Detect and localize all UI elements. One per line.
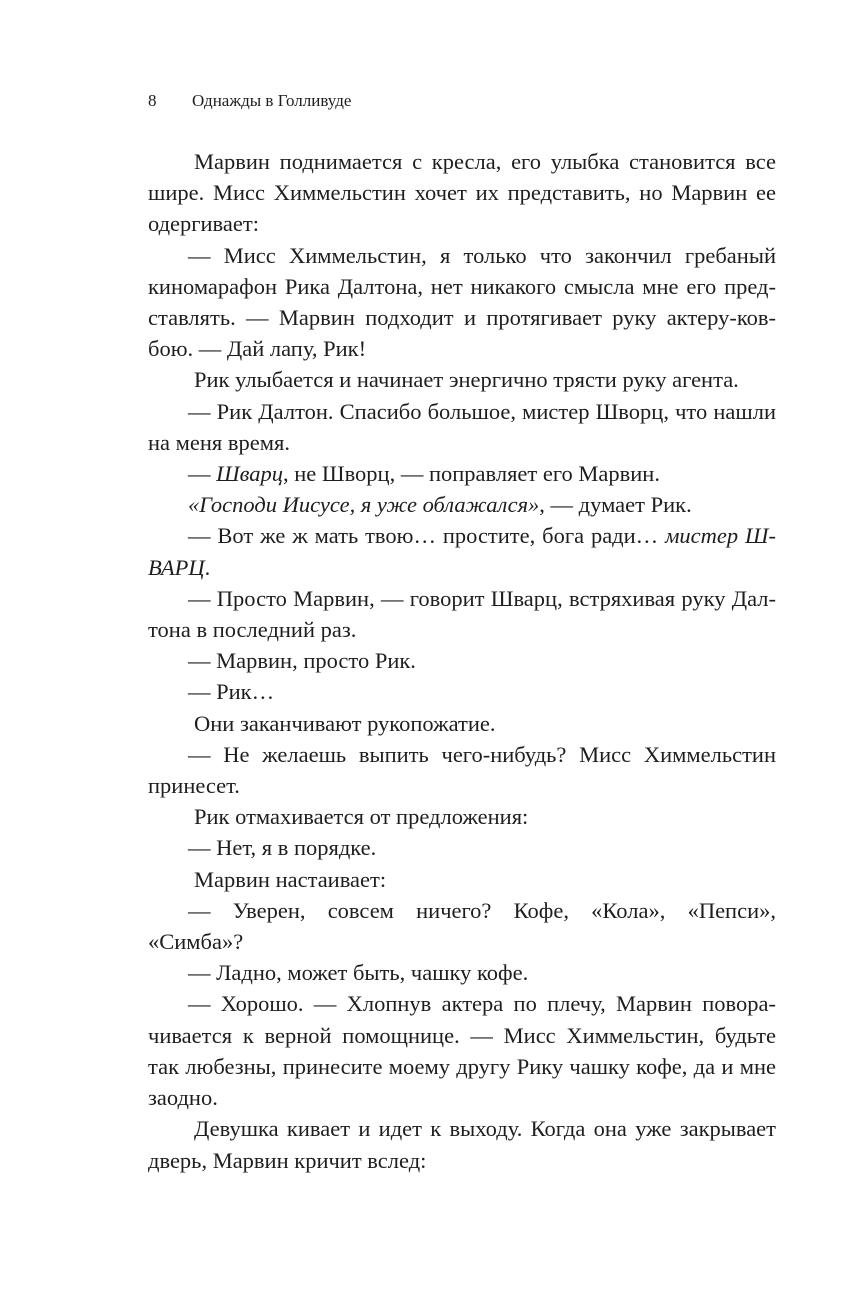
text-run: — Рик… xyxy=(188,679,275,705)
body-text xyxy=(148,146,776,1176)
paragraph xyxy=(148,895,776,957)
italic-text: мистер Ш-ВАРЦ xyxy=(148,523,776,580)
paragraph xyxy=(148,240,776,365)
book-title: Однажды в Голливуде xyxy=(192,91,352,110)
text-run: — Хорошо. — Хлопнув актера по плечу, Марвин поворачивается к верной помощнице. — Мисс Химмельстин, будьте так любезны, принесите моему другу Рику чашку кофе, да и мне заодно. xyxy=(148,991,776,1111)
paragraph xyxy=(148,364,776,395)
text-run: — Мисс Химмельстин, я только что закончил гребаный киномарафон Рика Далтона, нет никакого смысла мне его представлять. — Марвин подходит и протягивает руку актеру-ковбою. — Дай лапу, Рик! xyxy=(148,242,776,362)
text-run: — Не желаешь выпить чего-нибудь? Мисс Химмельстин принесет. xyxy=(148,741,776,799)
paragraph xyxy=(148,832,776,863)
paragraph xyxy=(148,708,776,739)
text-run: Они заканчивают рукопожатие. xyxy=(194,710,496,736)
text-run: . xyxy=(204,554,211,580)
paragraph xyxy=(148,645,776,676)
paragraph xyxy=(148,864,776,895)
text-run: — Марвин, просто Рик. xyxy=(188,648,416,674)
text-run: Девушка кивает и идет к выходу. Когда она уже закрывает дверь, Марвин кричит вслед: xyxy=(148,1116,776,1173)
paragraph xyxy=(148,739,776,801)
text-run: Марвин поднимается с кресла, его улыбка становится все шире. Мисс Химмельстин хочет их представить, но Марвин ее одергивает: xyxy=(148,149,776,237)
text-run: — xyxy=(188,461,217,487)
page-number: 8 xyxy=(148,91,157,110)
paragraph xyxy=(148,489,776,520)
paragraph xyxy=(148,988,776,1113)
paragraph xyxy=(148,676,776,707)
paragraph xyxy=(148,1113,776,1175)
text-run: Рик отмахивается от предложения: xyxy=(194,804,529,830)
running-head xyxy=(148,90,351,112)
text-run: — Рик Далтон. Спасибо большое, мистер Шворц, что нашли на меня время. xyxy=(148,398,776,455)
text-run: , не Шворц, — поправляет его Марвин. xyxy=(282,461,660,487)
paragraph xyxy=(148,458,776,489)
paragraph xyxy=(148,583,776,645)
text-run: — Вот же ж мать твою… простите, бога ради… xyxy=(188,523,666,549)
paragraph xyxy=(148,146,776,240)
text-run: Рик улыбается и начинает энергично трясти руку агента. xyxy=(194,367,739,393)
paragraph xyxy=(148,396,776,458)
text-run: Марвин настаивает: xyxy=(194,866,387,892)
text-run: , — думает Рик. xyxy=(539,492,692,518)
text-run: — Просто Марвин, — говорит Шварц, встряхивая руку Далтона в последний раз. xyxy=(148,585,776,643)
text-run: — Уверен, совсем ничего? Кофе, «Кола», «Пепси», «Симба»? xyxy=(148,897,776,955)
italic-text: «Господи Иисусе, я уже облажался» xyxy=(188,492,540,518)
italic-text: Шварц xyxy=(216,461,283,487)
paragraph xyxy=(148,801,776,832)
paragraph xyxy=(148,957,776,988)
text-run: — Нет, я в порядке. xyxy=(188,835,377,861)
paragraph xyxy=(148,520,776,582)
text-run: — Ладно, может быть, чашку кофе. xyxy=(188,960,529,986)
